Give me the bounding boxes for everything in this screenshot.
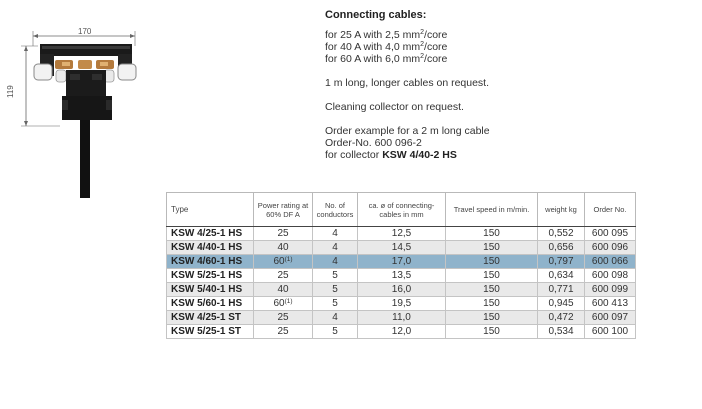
cell-cable-diameter: 12,0	[358, 325, 446, 339]
cell-conductors: 5	[313, 325, 358, 339]
cell-type: KSW 4/40-1 HS	[167, 241, 254, 255]
order-example-line3	[325, 149, 685, 161]
cell-power	[254, 297, 313, 311]
cell-type: KSW 4/60-1 HS	[167, 255, 254, 269]
cell-type: KSW 5/60-1 HS	[167, 297, 254, 311]
cell-power	[254, 311, 313, 325]
order-example-collector: KSW 4/40-2 HS	[382, 149, 457, 161]
cell-order-no: 600 099	[585, 283, 636, 297]
cell-order-no: 600 100	[585, 325, 636, 339]
table-row	[167, 325, 636, 339]
cell-cable-diameter: 11,0	[358, 311, 446, 325]
col-header-cable-diameter: ca. ø of connecting-cables in mm	[358, 193, 446, 227]
power-value: 25	[277, 269, 289, 281]
cable-size-suffix: /core	[424, 53, 448, 65]
cell-type: KSW 5/25-1 ST	[167, 325, 254, 339]
table-row	[167, 297, 636, 311]
footnote-mark: (1)	[284, 255, 293, 263]
cell-order-no: 600 095	[585, 227, 636, 241]
cell-type: KSW 5/25-1 HS	[167, 269, 254, 283]
cell-weight: 0,634	[538, 269, 585, 283]
col-header-order-no: Order No.	[585, 193, 636, 227]
table-row-highlighted	[167, 255, 636, 269]
cell-travel-speed: 150	[446, 311, 538, 325]
power-value: 40	[277, 283, 289, 295]
table-row	[167, 311, 636, 325]
col-header-type: Type	[167, 193, 254, 227]
cable-size-text: for 40 A with 4,0 mm	[325, 41, 421, 53]
cell-weight: 0,472	[538, 311, 585, 325]
cell-conductors: 4	[313, 255, 358, 269]
collector-spec-table	[166, 192, 636, 339]
cell-order-no: 600 098	[585, 269, 636, 283]
power-value: 25	[277, 311, 289, 323]
cell-conductors: 4	[313, 227, 358, 241]
table-row	[167, 269, 636, 283]
cell-order-no: 600 066	[585, 255, 636, 269]
col-header-weight: weight kg	[538, 193, 585, 227]
table-header-row	[167, 193, 636, 227]
footnote-mark: (1)	[284, 297, 293, 305]
cable-size-suffix: /core	[424, 41, 448, 53]
cell-travel-speed: 150	[446, 255, 538, 269]
cable-sizes-list	[325, 29, 685, 65]
cell-order-no: 600 413	[585, 297, 636, 311]
unit-superscript: 2	[420, 41, 425, 48]
cell-travel-speed: 150	[446, 269, 538, 283]
cell-travel-speed: 150	[446, 325, 538, 339]
cell-travel-speed: 150	[446, 297, 538, 311]
cell-cable-diameter: 14,5	[358, 241, 446, 255]
cable-size-40a	[325, 41, 685, 53]
cell-type: KSW 4/25-1 HS	[167, 227, 254, 241]
cable-size-text: for 25 A with 2,5 mm	[325, 29, 421, 41]
order-example-prefix: for collector	[325, 149, 383, 161]
cell-power	[254, 241, 313, 255]
cell-power	[254, 283, 313, 297]
cell-conductors: 5	[313, 297, 358, 311]
power-value: 40	[277, 241, 289, 253]
height-dimension-label: 119	[6, 85, 15, 98]
order-example-line1: Order example for a 2 m long cable	[325, 125, 490, 137]
power-value: 60	[273, 255, 285, 267]
cell-conductors: 4	[313, 241, 358, 255]
cell-cable-diameter: 12,5	[358, 227, 446, 241]
cell-travel-speed: 150	[446, 283, 538, 297]
cell-order-no: 600 096	[585, 241, 636, 255]
cell-cable-diameter: 19,5	[358, 297, 446, 311]
unit-superscript: 2	[420, 29, 425, 36]
collector-product-figure	[0, 0, 170, 200]
cable-size-25a	[325, 29, 685, 41]
cell-power	[254, 269, 313, 283]
cell-weight: 0,552	[538, 227, 585, 241]
cable-size-text: for 60 A with 6,0 mm	[325, 53, 421, 65]
col-header-power: Power rating at 60% DF A	[254, 193, 313, 227]
cell-order-no: 600 097	[585, 311, 636, 325]
cell-weight: 0,797	[538, 255, 585, 269]
order-example	[325, 125, 685, 161]
cell-type: KSW 5/40-1 HS	[167, 283, 254, 297]
cell-travel-speed: 150	[446, 241, 538, 255]
table-row	[167, 241, 636, 255]
table-row	[167, 227, 636, 241]
cell-type: KSW 4/25-1 ST	[167, 311, 254, 325]
cell-power	[254, 227, 313, 241]
cell-conductors: 4	[313, 311, 358, 325]
cell-weight: 0,656	[538, 241, 585, 255]
cell-weight: 0,534	[538, 325, 585, 339]
col-header-conductors: No. of conductors	[313, 193, 358, 227]
cell-power	[254, 255, 313, 269]
power-value: 25	[277, 325, 289, 337]
cell-weight: 0,945	[538, 297, 585, 311]
cell-conductors: 5	[313, 269, 358, 283]
connecting-cables-heading: Connecting cables:	[325, 9, 427, 21]
cell-weight: 0,771	[538, 283, 585, 297]
cleaning-collector-note: Cleaning collector on request.	[325, 101, 464, 113]
width-dimension-label: 170	[78, 27, 92, 36]
cell-cable-diameter: 17,0	[358, 255, 446, 269]
table-row	[167, 283, 636, 297]
connecting-cables-info	[325, 9, 685, 161]
cell-conductors: 5	[313, 283, 358, 297]
cell-travel-speed: 150	[446, 227, 538, 241]
cable-size-60a	[325, 53, 685, 65]
power-value: 60	[273, 297, 285, 309]
order-example-line2: Order-No. 600 096-2	[325, 137, 422, 149]
col-header-travel-speed: Travel speed in m/min.	[446, 193, 538, 227]
cable-size-suffix: /core	[424, 29, 448, 41]
cell-cable-diameter: 13,5	[358, 269, 446, 283]
cell-cable-diameter: 16,0	[358, 283, 446, 297]
cell-power	[254, 325, 313, 339]
unit-superscript: 2	[420, 53, 425, 60]
power-value: 25	[277, 227, 289, 239]
cable-length-note: 1 m long, longer cables on request.	[325, 77, 490, 89]
